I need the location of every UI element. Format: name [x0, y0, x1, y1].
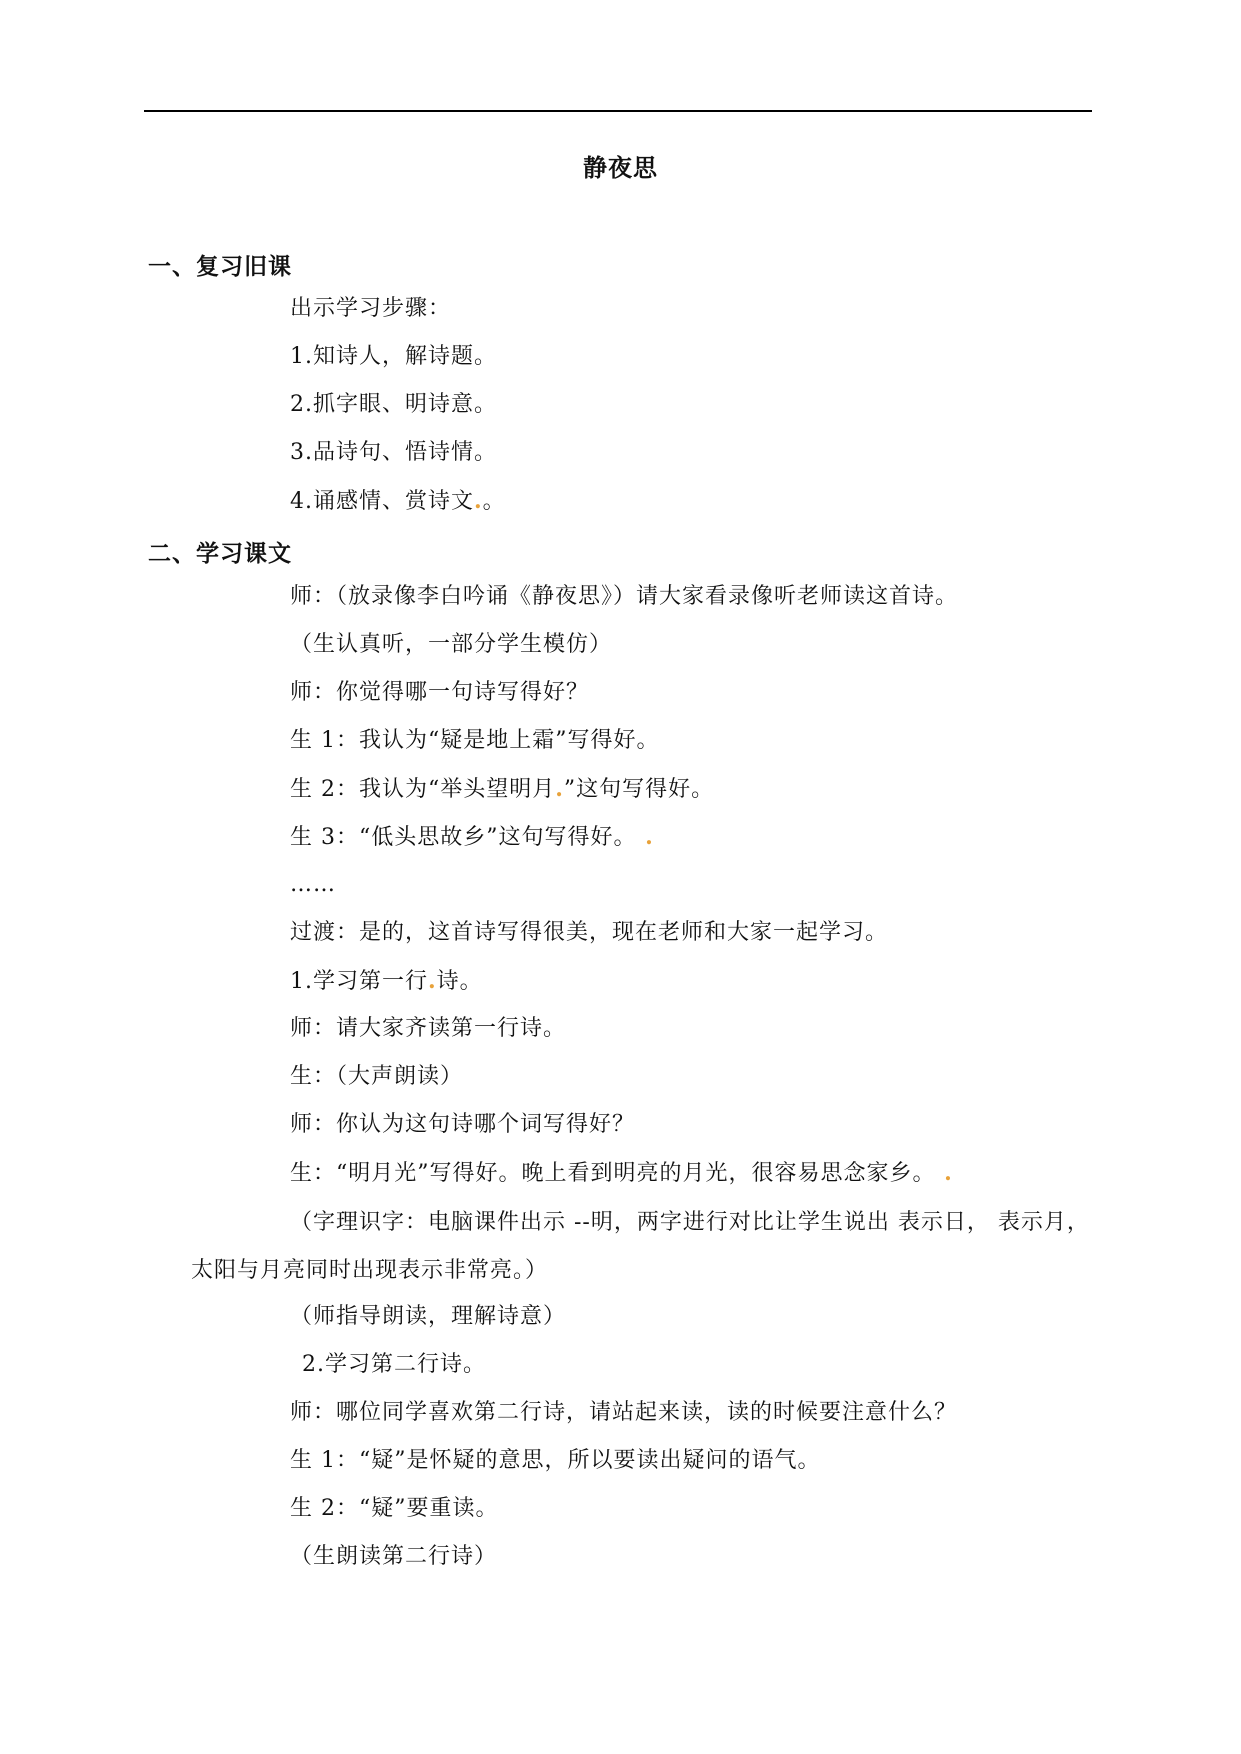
edit-marker-icon: . [636, 824, 654, 850]
step-item [290, 486, 506, 517]
dialogue-text: 生：“明月光”写得好。晚上看到明亮的月光，很容易思念家乡。 [290, 1161, 936, 1186]
edit-marker-icon: . [555, 776, 564, 802]
step-text-tail: 。 [482, 489, 506, 514]
document-title: 静夜思 [583, 154, 658, 182]
dialogue-text: 生 2：我认为“举头望明月 [290, 777, 556, 802]
dialogue-text-tail: ”这句写得好。 [563, 777, 715, 802]
ellipsis-line: …… [290, 872, 336, 897]
dialogue-line: 生 1：我认为“疑是地上霜”写得好。 [290, 728, 660, 753]
text-line: 出示学习步骤： [290, 296, 452, 321]
dialogue-line [290, 1158, 953, 1189]
note-paragraph: （字理识字：电脑课件出示 --明，两字进行对比让学生说出 表示日， 表示月，太阳与月亮同时出现表示非常亮。） [191, 1210, 1090, 1283]
edit-marker-icon: . [428, 968, 437, 994]
edit-marker-icon: . [935, 1160, 953, 1186]
dialogue-line: 师：（放录像李白吟诵《静夜思》）请大家看录像听老师读这首诗。 [290, 584, 959, 609]
dialogue-text-tail: 诗。 [436, 969, 483, 994]
dialogue-text: 1.学习第一行 [290, 969, 428, 994]
section-heading-review: 一、复习旧课 [148, 254, 292, 280]
step-item: 1.知诗人，解诗题。 [290, 344, 497, 369]
dialogue-text: 生 3：“低头思故乡”这句写得好。 [290, 825, 637, 850]
dialogue-line: 2.学习第二行诗。 [302, 1352, 486, 1377]
dialogue-line: 师：你觉得哪一句诗写得好？ [290, 680, 590, 705]
step-item: 3.品诗句、悟诗情。 [290, 440, 497, 465]
step-item: 2.抓字眼、明诗意。 [290, 392, 497, 417]
dialogue-line [290, 966, 483, 997]
dialogue-line: 生 1：“疑”是怀疑的意思，所以要读出疑问的语气。 [290, 1448, 821, 1473]
dialogue-line: 过渡：是的，这首诗写得很美，现在老师和大家一起学习。 [290, 920, 889, 945]
dialogue-line: （生朗读第二行诗） [290, 1544, 498, 1569]
dialogue-line: 师：你认为这句诗哪个词写得好？ [290, 1112, 636, 1137]
step-text: 4.诵感情、赏诗文 [290, 489, 474, 514]
section-heading-study: 二、学习课文 [148, 541, 292, 567]
dialogue-line: （生认真听，一部分学生模仿） [290, 632, 613, 657]
dialogue-line: 生：（大声朗读） [290, 1064, 464, 1089]
dialogue-line [290, 774, 714, 805]
dialogue-line: 师：哪位同学喜欢第二行诗，请站起来读，读的时候要注意什么？ [290, 1400, 958, 1425]
dialogue-line: （师指导朗读，理解诗意） [290, 1304, 567, 1329]
header-rule [144, 110, 1092, 112]
edit-marker-icon: . [474, 488, 483, 514]
dialogue-line: 生 2：“疑”要重读。 [290, 1496, 499, 1521]
dialogue-line: 师：请大家齐读第一行诗。 [290, 1016, 567, 1041]
dialogue-line [290, 822, 654, 853]
